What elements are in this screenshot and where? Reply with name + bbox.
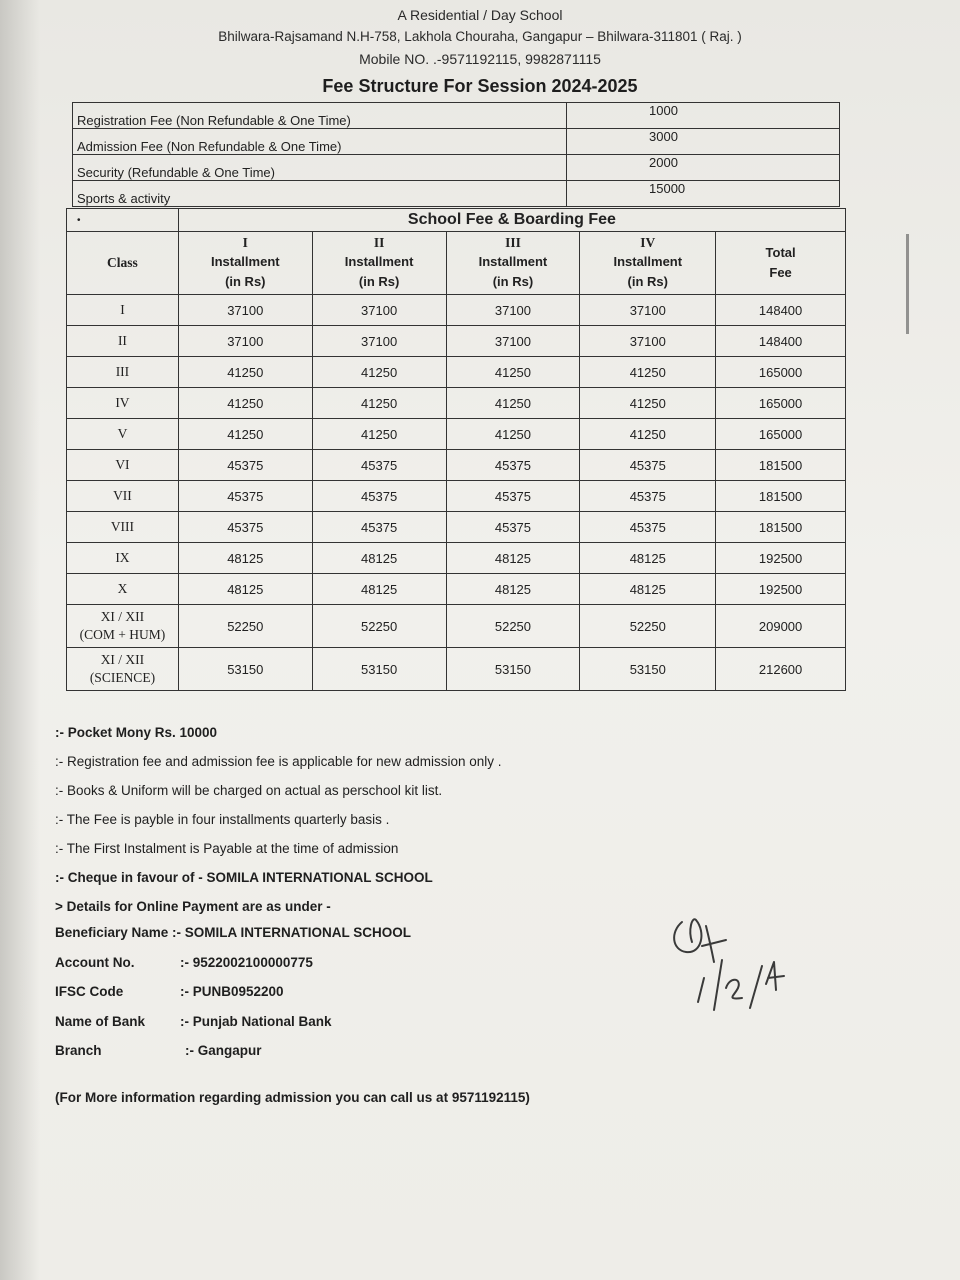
installment-cell: 37100 (312, 326, 446, 357)
fee-amount: 15000 (567, 181, 840, 207)
class-cell (67, 419, 179, 450)
fee-label: Admission Fee (Non Refundable & One Time) (73, 129, 567, 155)
note-item: > Details for Online Payment are as under - (55, 899, 331, 914)
bank-name-row (55, 1011, 555, 1041)
installment-cell: 52250 (178, 605, 312, 648)
beneficiary-name: Beneficiary Name :- SOMILA INTERNATIONAL SCHOOL (55, 925, 412, 940)
class-cell (67, 648, 179, 691)
class-name: X (117, 581, 128, 596)
header-unit: (in Rs) (358, 274, 400, 289)
installment-cell: 37100 (178, 326, 312, 357)
note-item: :- Pocket Mony Rs. 10000 (55, 725, 218, 740)
installment-cell: 48125 (446, 574, 580, 605)
installment-cell: 37100 (446, 295, 580, 326)
table-header-row (67, 232, 846, 295)
table-row (67, 605, 846, 648)
fee-amount: 2000 (567, 155, 840, 181)
col-header-installment-1 (178, 232, 312, 295)
class-name: XI / XII (100, 652, 145, 667)
table-row (67, 450, 846, 481)
header-text: Installment (210, 254, 280, 269)
header-text: Total (765, 245, 796, 260)
note-item: :- Books & Uniform will be charged on actual as perschool kit list. (55, 783, 443, 798)
account-value: :- 9522002100000775 (180, 954, 313, 970)
installment-cell: 41250 (178, 388, 312, 419)
installment-cell: 48125 (312, 543, 446, 574)
installment-cell: 45375 (178, 450, 312, 481)
class-cell (67, 605, 179, 648)
class-stream: (COM + HUM) (79, 627, 166, 642)
installment-cell: 45375 (446, 481, 580, 512)
margin-mark (906, 234, 909, 334)
school-mobile: Mobile NO. .-9571192115, 9982871115 (359, 51, 601, 67)
total-fee-cell: 212600 (716, 648, 846, 691)
note-item: :- Registration fee and admission fee is applicable for new admission only . (55, 754, 502, 769)
total-fee-cell: 192500 (716, 574, 846, 605)
total-fee-cell: 148400 (716, 295, 846, 326)
bullet-dot: • (67, 209, 179, 232)
fee-amount: 3000 (567, 129, 840, 155)
table-row (67, 357, 846, 388)
installment-cell: 41250 (178, 419, 312, 450)
installment-cell: 48125 (580, 574, 716, 605)
installment-cell: 41250 (580, 388, 716, 419)
class-cell (67, 326, 179, 357)
beneficiary-row (55, 922, 555, 952)
installment-cell: 41250 (446, 419, 580, 450)
installment-cell: 48125 (178, 543, 312, 574)
fee-table-body (67, 295, 846, 691)
installment-cell: 37100 (580, 295, 716, 326)
ifsc-label: IFSC Code (55, 984, 124, 999)
class-cell (67, 450, 179, 481)
bank-name-value: :- Punjab National Bank (180, 1013, 332, 1029)
fee-label: Sports & activity (73, 181, 567, 207)
installment-cell: 41250 (178, 357, 312, 388)
total-fee-cell: 181500 (716, 481, 846, 512)
ifsc-row (55, 981, 555, 1011)
installment-cell: 45375 (178, 481, 312, 512)
fee-row (73, 129, 840, 155)
installment-cell: 52250 (580, 605, 716, 648)
class-name: VIII (110, 519, 135, 534)
class-cell (67, 295, 179, 326)
class-cell (67, 357, 179, 388)
installment-cell: 53150 (312, 648, 446, 691)
total-fee-cell: 181500 (716, 512, 846, 543)
ifsc-value: :- PUNB0952200 (180, 984, 284, 999)
total-fee-cell: 192500 (716, 543, 846, 574)
installment-cell: 45375 (580, 450, 716, 481)
installment-cell: 37100 (312, 295, 446, 326)
total-fee-cell: 148400 (716, 326, 846, 357)
class-cell (67, 481, 179, 512)
total-fee-cell: 209000 (716, 605, 846, 648)
school-address: Bhilwara-Rajsamand N.H-758, Lakhola Chouraha, Gangapur – Bhilwara-311801 ( Raj. ) (218, 29, 742, 44)
table-row (67, 326, 846, 357)
col-header-class: Class (67, 232, 179, 295)
installment-cell: 37100 (446, 326, 580, 357)
installment-cell: 45375 (312, 450, 446, 481)
table-row (67, 574, 846, 605)
installment-cell: 53150 (178, 648, 312, 691)
installment-cell: 45375 (446, 512, 580, 543)
class-name: IV (115, 395, 130, 410)
installment-cell: 41250 (446, 357, 580, 388)
installment-cell: 41250 (580, 357, 716, 388)
installment-cell: 48125 (178, 574, 312, 605)
header-unit: (in Rs) (627, 274, 668, 289)
fee-row (73, 155, 840, 181)
one-time-fees-table (72, 102, 840, 207)
header-numeral: III (505, 235, 521, 250)
class-name: IX (115, 550, 130, 565)
installment-cell: 45375 (580, 512, 716, 543)
header-text: Installment (613, 254, 683, 269)
class-name: II (117, 333, 127, 348)
header-numeral: II (373, 235, 385, 250)
table-row (67, 648, 846, 691)
bank-details (55, 922, 555, 1070)
class-name: VI (115, 457, 130, 472)
installment-cell: 45375 (312, 512, 446, 543)
fee-row (73, 181, 840, 207)
installment-cell: 41250 (446, 388, 580, 419)
installment-cell: 45375 (178, 512, 312, 543)
installment-cell: 45375 (446, 450, 580, 481)
header-text: Installment (478, 254, 548, 269)
class-cell (67, 574, 179, 605)
installment-cell: 41250 (312, 419, 446, 450)
fee-label: Security (Refundable & One Time) (73, 155, 567, 181)
col-header-total (716, 232, 846, 295)
installment-cell: 37100 (580, 326, 716, 357)
installment-cell: 41250 (312, 357, 446, 388)
class-cell (67, 512, 179, 543)
total-fee-cell: 181500 (716, 450, 846, 481)
table-row (67, 388, 846, 419)
fee-amount: 1000 (567, 103, 840, 129)
fee-table-title: School Fee & Boarding Fee (178, 209, 845, 232)
fee-row (73, 103, 840, 129)
branch-value: :- Gangapur (185, 1043, 262, 1058)
class-name: VII (113, 488, 132, 503)
installment-cell: 41250 (312, 388, 446, 419)
table-row (67, 481, 846, 512)
class-name: XI / XII (100, 609, 145, 624)
handwritten-signature (662, 902, 802, 1022)
branch-row (55, 1040, 555, 1070)
header-text: Installment (344, 254, 414, 269)
fee-structure-title: Fee Structure For Session 2024-2025 (322, 76, 638, 96)
col-header-installment-3 (446, 232, 580, 295)
installment-cell: 52250 (446, 605, 580, 648)
installment-cell: 48125 (446, 543, 580, 574)
class-name: III (115, 364, 130, 379)
table-row (67, 512, 846, 543)
school-type: A Residential / Day School (397, 7, 563, 23)
col-header-installment-2 (312, 232, 446, 295)
installment-cell: 41250 (580, 419, 716, 450)
total-fee-cell: 165000 (716, 357, 846, 388)
fee-label: Registration Fee (Non Refundable & One Time) (73, 103, 567, 129)
installment-cell: 53150 (580, 648, 716, 691)
installment-cell: 45375 (580, 481, 716, 512)
header-text: Fee (769, 265, 792, 280)
page-shadow (0, 0, 40, 1280)
col-header-installment-4 (580, 232, 716, 295)
contact-footer: (For More information regarding admission you can call us at 9571192115) (55, 1090, 530, 1105)
header-unit: (in Rs) (225, 274, 266, 289)
fee-notes (55, 722, 775, 925)
note-item: :- The First Instalment is Payable at the time of admission (55, 841, 399, 856)
branch-label: Branch (55, 1043, 102, 1058)
installment-cell: 53150 (446, 648, 580, 691)
class-stream: (SCIENCE) (89, 670, 156, 685)
class-name: I (120, 302, 125, 317)
class-name: V (117, 426, 128, 441)
note-item: :- The Fee is payble in four installments quarterly basis . (55, 812, 390, 827)
installment-cell: 52250 (312, 605, 446, 648)
table-row (67, 543, 846, 574)
header-unit: (in Rs) (492, 274, 534, 289)
installment-cell: 37100 (178, 295, 312, 326)
school-header (120, 4, 840, 70)
total-fee-cell: 165000 (716, 388, 846, 419)
total-fee-cell: 165000 (716, 419, 846, 450)
class-fee-table (66, 208, 846, 691)
table-title-row (67, 209, 846, 232)
table-row (67, 295, 846, 326)
installment-cell: 48125 (312, 574, 446, 605)
class-cell (67, 388, 179, 419)
bank-name-label: Name of Bank (55, 1013, 146, 1029)
class-cell (67, 543, 179, 574)
installment-cell: 45375 (312, 481, 446, 512)
installment-cell: 48125 (580, 543, 716, 574)
note-item: :- Cheque in favour of - SOMILA INTERNATIONAL SCHOOL (55, 870, 433, 885)
table-row (67, 419, 846, 450)
header-numeral: I (242, 235, 248, 250)
header-numeral: IV (640, 235, 656, 250)
account-row (55, 952, 555, 982)
account-label: Account No. (55, 954, 135, 970)
